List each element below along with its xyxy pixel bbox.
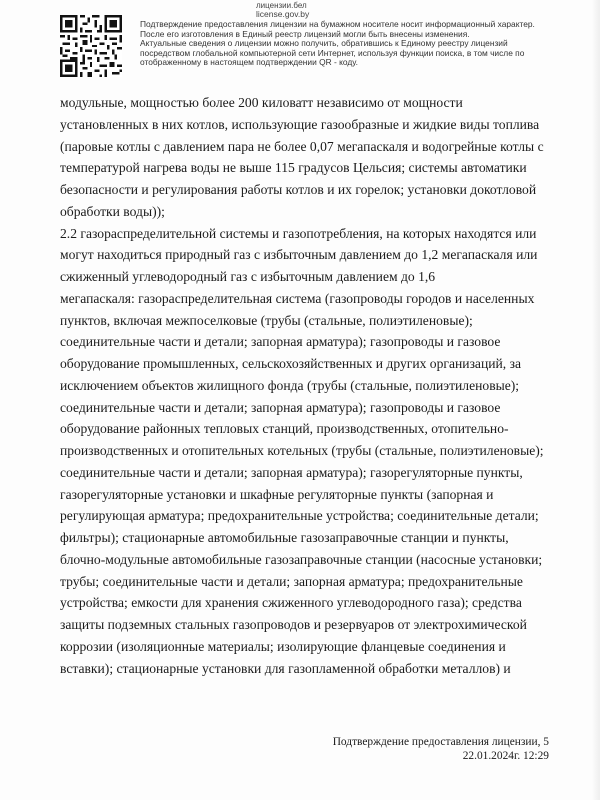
body-line: производственных и отопительных котельных (трубы (стальные, полиэтиленовые);: [60, 443, 544, 458]
header-notice-line: После его изготовления в Единый реестр лицензий могли быть внесены изменения.: [140, 28, 470, 39]
body-line: защиты подземных стальных газопроводов и резервуаров от электрохимической: [60, 617, 527, 632]
header-site-url: license.gov.by: [256, 9, 310, 19]
header-notice-line: посредством глобальной компьютерной сети Интернет, используя функции поиска, в том числе по: [140, 47, 525, 58]
body-line: пунктов, включая межпоселковые (трубы (стальные, полиэтиленовые);: [60, 312, 473, 328]
header-notice-line: отображенному в настоящем подтверждении QR - коду.: [140, 57, 358, 68]
qr-code-icon: [60, 15, 122, 77]
body-line: вставки); стационарные установки для газопламенной обработки металлов) и: [60, 660, 511, 676]
body-line: температурой нагрева воды не выше 115 градусов Цельсия; системы автоматики: [60, 160, 527, 176]
body-line: безопасности и регулирования работы котлов и их горелок; установки докотловой: [60, 182, 537, 197]
scan-edge-shadow: [592, 0, 600, 800]
body-line: газорегуляторные установки и шкафные регуляторные пункты (запорная и: [60, 486, 494, 502]
body-line: (паровые котлы с давлением пара не более 0,07 мегапаскаля и водогрейные котлы с: [60, 138, 544, 154]
footer-timestamp: 22.01.2024г. 12:29: [462, 750, 549, 762]
body-line: оборудование промышленных, сельскохозяйственных и других организаций, за: [60, 356, 521, 371]
page-footer: [333, 735, 549, 763]
body-line: обработки воды));: [60, 203, 165, 219]
body-line: коррозии (изоляционные материалы; изолирующие фланцевые соединения и: [60, 638, 506, 654]
body-line: сжиженный углеводородный газ с избыточным давлением до 1,6: [60, 269, 436, 284]
license-body-text: [60, 92, 560, 679]
header-site-top: лицензии.бел: [256, 1, 307, 10]
body-line: соединительные части и детали; запорная арматура); газопроводы и газовое: [60, 334, 501, 350]
body-line: трубы; соединительные части и детали; запорная арматура; предохранительные: [60, 573, 523, 589]
body-line: оборудование районных тепловых станций, производственных, отопительно-: [60, 421, 509, 437]
body-line: модульные, мощностью более 200 киловатт независимо от мощности: [60, 95, 463, 110]
body-line: фильтры); стационарные автомобильные газозаправочные станции и пункты,: [60, 530, 509, 545]
body-line: соединительные части и детали; запорная арматура); газопроводы и газовое: [60, 399, 501, 415]
header-notice: [140, 20, 570, 68]
body-line: мегапаскаля: газораспределительная система (газопроводы городов и населенных: [60, 290, 535, 306]
body-line: блочно-модульные автомобильные газозаправочные станции (насосные установки;: [60, 551, 543, 567]
body-line: установленных в них котлов, использующие газообразные и жидкие виды топлива: [60, 116, 540, 132]
body-line: соединительные части и детали; запорная арматура); газорегуляторные пункты,: [60, 464, 523, 480]
body-line: исключением объектов жилищного фонда (трубы (стальные, полиэтиленовые);: [60, 377, 520, 393]
body-line: могут находиться природный газ с избыточным давлением до 1,2 мегапаскаля или: [60, 247, 538, 263]
body-line: 2.2 газораспределительной системы и газопотребления, на которых находятся или: [60, 225, 537, 241]
header-notice-line: Подтверждение предоставления лицензии на бумажном носителе носит информационный характер.: [140, 19, 535, 29]
header-notice-line: Актуальные сведения о лицензии можно получить, обратившись к Единому реестру лицензий: [140, 38, 508, 49]
footer-confirmation-page: Подтверждение предоставления лицензии, 5: [332, 736, 549, 748]
body-line: устройства; емкости для хранения сжиженного углеводородного газа); средства: [60, 595, 522, 611]
body-line: регулирующая арматура; предохранительные устройства; соединительные детали;: [60, 508, 539, 524]
